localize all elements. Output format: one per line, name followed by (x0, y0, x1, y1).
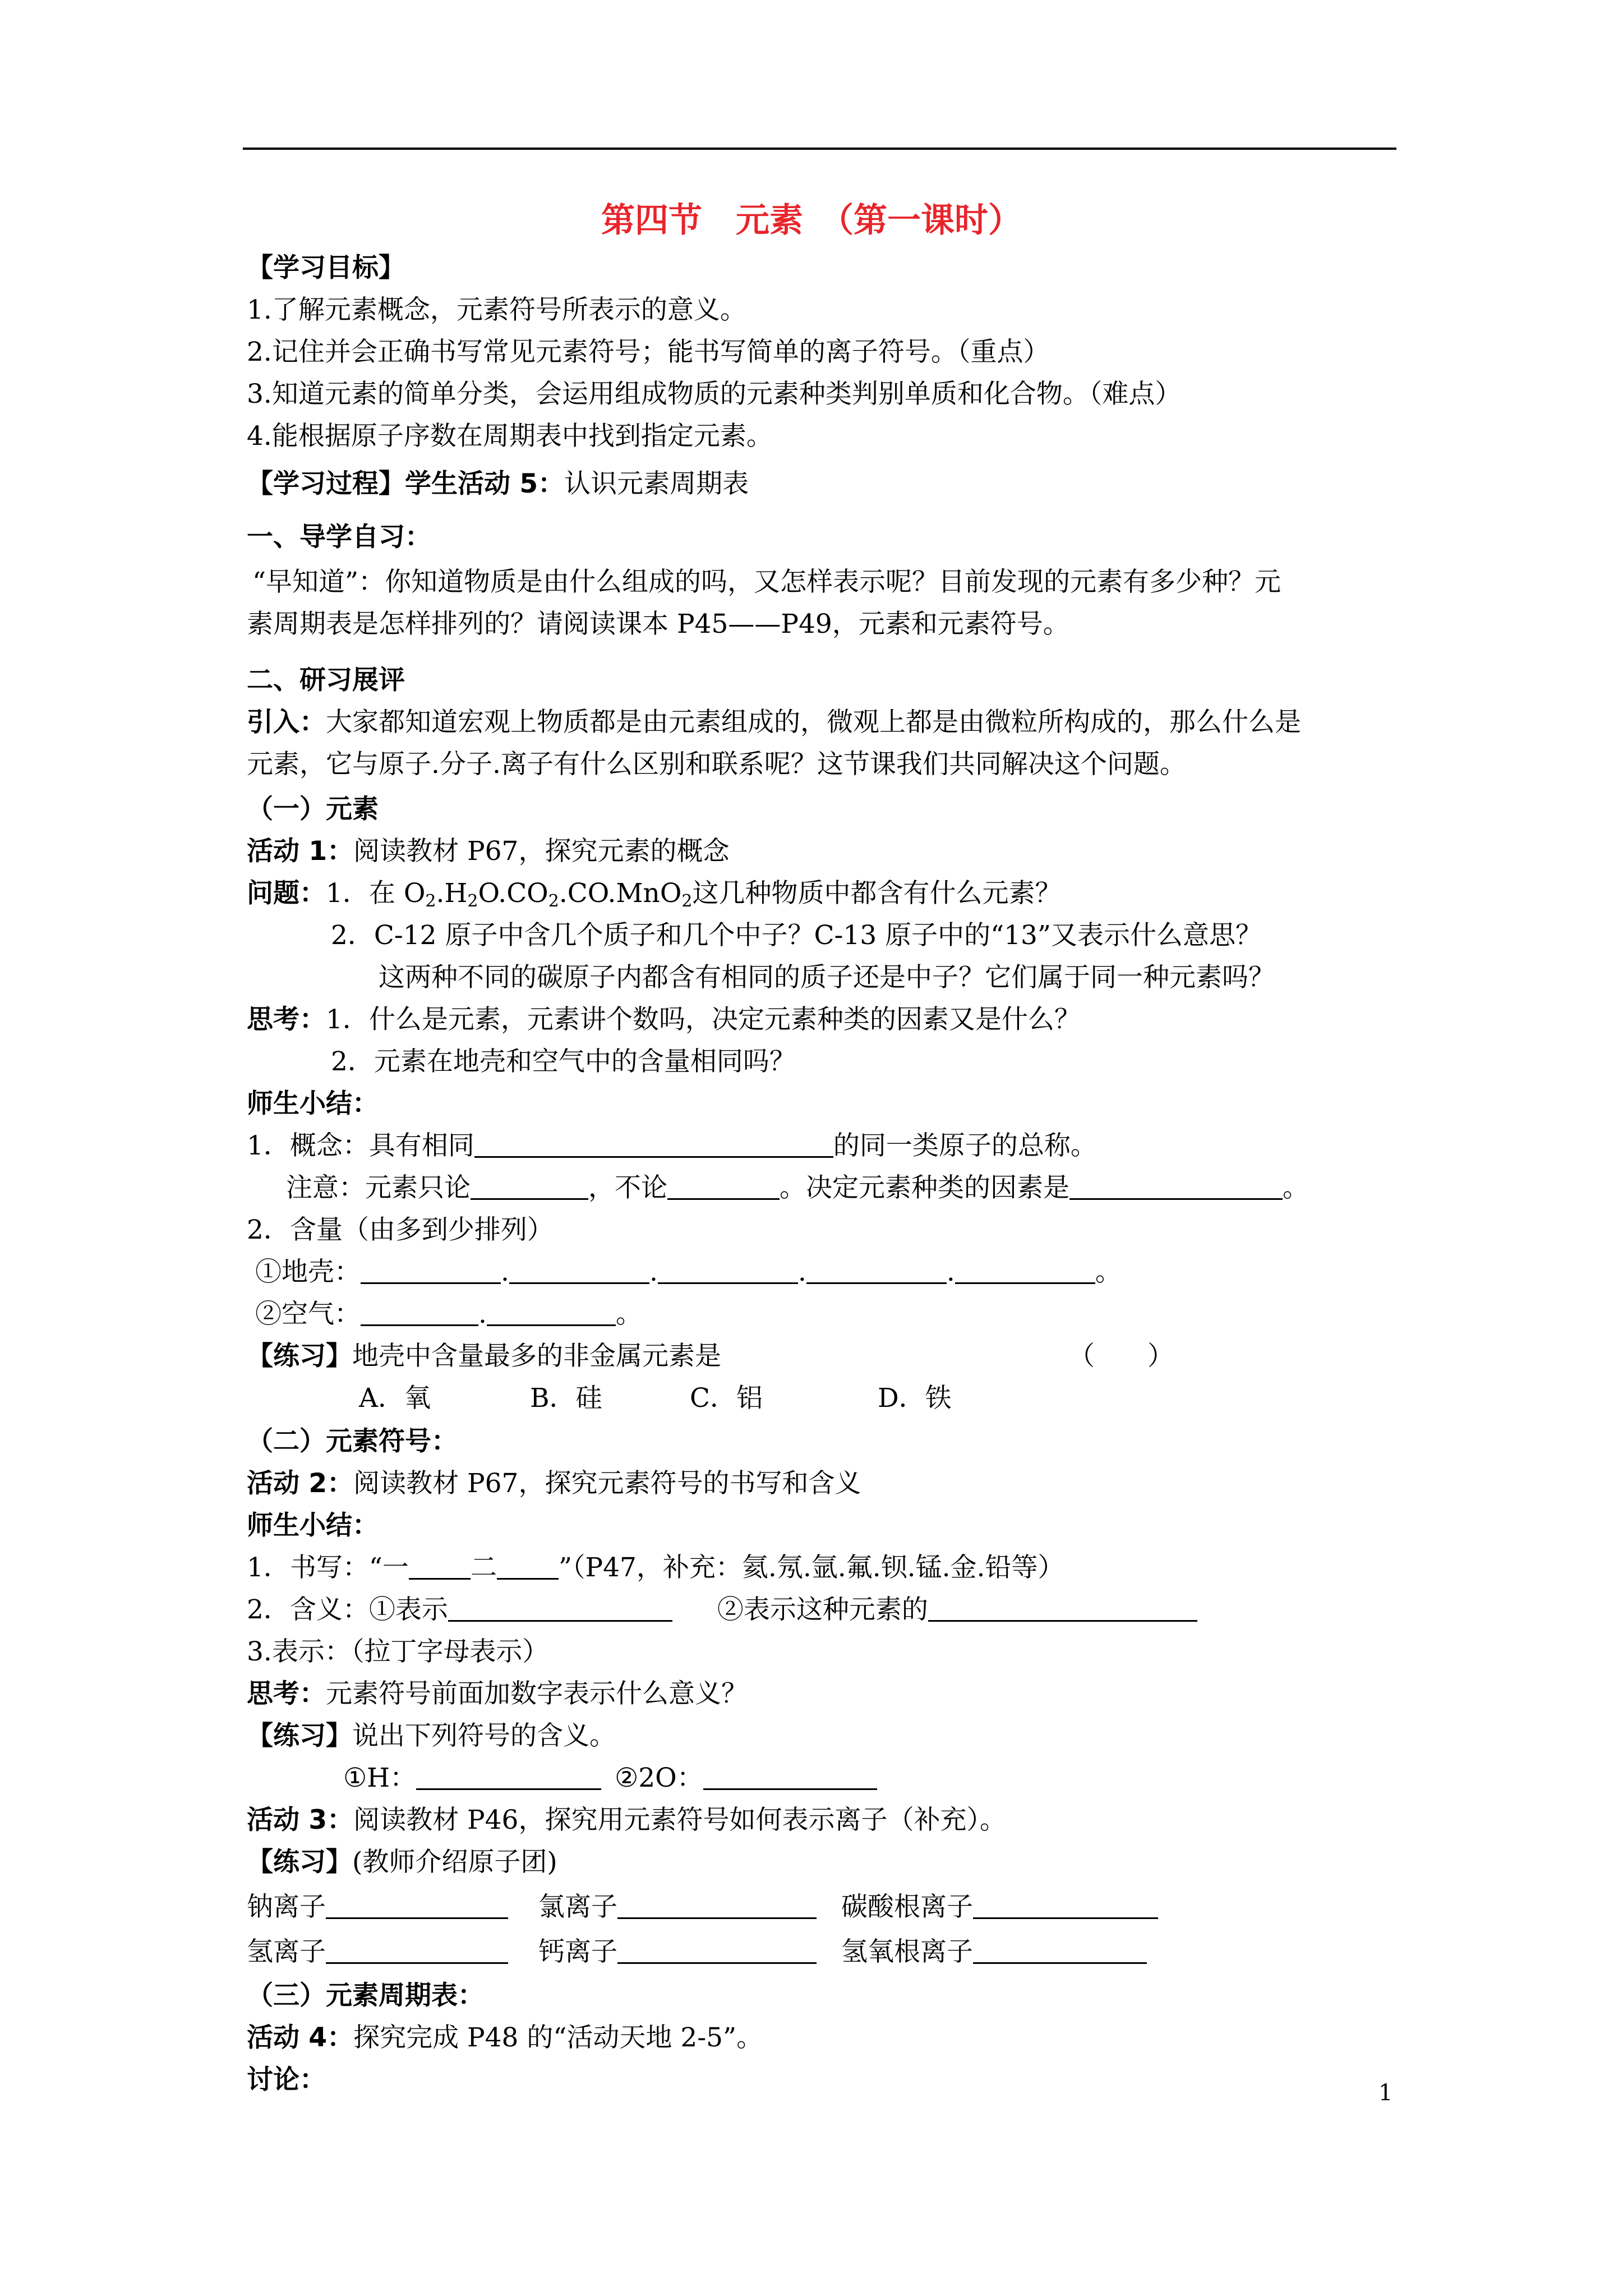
intro-line-1 (247, 706, 1301, 739)
answer-paren[interactable]: （ ） (1068, 1341, 1174, 1372)
meaning-text: 2．含义：①表示 (247, 1594, 448, 1625)
ion-label: 氢氧根离子 (841, 1936, 973, 1967)
ion-label: 钙离子 (538, 1936, 617, 1967)
ion-label: 碳酸根离子 (841, 1892, 973, 1922)
think-1 (247, 1003, 1081, 1037)
crust-label: ①地壳： (255, 1257, 361, 1287)
ion-row-2c (841, 1935, 1147, 1969)
blank[interactable] (471, 1174, 588, 1200)
crust-line (255, 1255, 1122, 1289)
show-line: 3.表示：（拉丁字母表示） (247, 1636, 549, 1667)
objective-1: 1.了解元素概念，元素符号所表示的意义。 (247, 295, 746, 325)
summary-heading: 师生小结： (247, 1088, 379, 1119)
content-line: 2．含量（由多到少排列） (247, 1214, 554, 1245)
think-3-text: 元素符号前面加数字表示什么意义？ (326, 1678, 748, 1709)
think-3 (247, 1677, 748, 1711)
header-rule (243, 148, 1396, 150)
blank[interactable] (658, 1258, 798, 1284)
symbol-label: ①H： (343, 1763, 417, 1793)
objective-4: 4.能根据原子序数在周期表中找到指定元素。 (247, 421, 773, 452)
subscript: 2 (467, 891, 478, 911)
question-1-text: .H (436, 878, 468, 909)
summary-heading-2: 师生小结： (247, 1510, 379, 1541)
think-1-text: 1．什么是元素，元素讲个数吗，决定元素种类的因素又是什么？ (326, 1004, 1081, 1035)
blank[interactable] (973, 1938, 1147, 1964)
meaning-line (247, 1593, 1197, 1627)
question-1 (247, 877, 1061, 910)
activity-4-text: 探究完成 P48 的“活动天地 2-5”。 (353, 2022, 763, 2053)
question-label: 问题： (247, 878, 326, 909)
question-1-text: .CO.MnO (559, 878, 682, 909)
exercise-label: 【练习】 (247, 1720, 352, 1751)
exercise-1 (247, 1340, 721, 1373)
intro-line-2: 元素，它与原子.分子.离子有什么区别和联系呢？这节课我们共同解决这个问题。 (247, 749, 1186, 780)
separator: 。 (615, 1299, 642, 1329)
activity-3-text: 阅读教材 P46，探究用元素符号如何表示离子（补充）。 (353, 1805, 1006, 1835)
blank[interactable] (955, 1258, 1095, 1284)
question-1-text: O.CO (478, 878, 548, 909)
option-b[interactable]: B．硅 (530, 1383, 602, 1414)
guide-heading: 一、导学自习： (247, 522, 431, 553)
ion-row-2 (247, 1935, 508, 1969)
blank[interactable] (703, 1764, 877, 1790)
symbol-label: ②2O： (615, 1763, 703, 1793)
separator: . (649, 1257, 658, 1287)
blank[interactable] (416, 1764, 601, 1790)
blank[interactable] (361, 1300, 478, 1326)
blank[interactable] (667, 1174, 780, 1200)
option-c[interactable]: C．铝 (690, 1383, 763, 1414)
exercise-3 (247, 1846, 557, 1879)
blank[interactable] (617, 1938, 817, 1964)
blank[interactable] (326, 1893, 508, 1919)
meaning-text: ②表示这种元素的 (717, 1594, 928, 1625)
write-text: 二 (470, 1552, 497, 1583)
intro-label: 引入： (247, 707, 326, 738)
ion-label: 氢离子 (247, 1936, 326, 1967)
activity-2-label: 活动 2： (247, 1468, 354, 1499)
guide-text-1: “早知道”：你知道物质是由什么组成的吗，又怎样表示呢？目前发现的元素有多少种？元 (252, 567, 1281, 597)
exercise-2-text: 说出下列符号的含义。 (352, 1720, 616, 1751)
note-text: 注意：元素只论 (286, 1172, 471, 1203)
ion-label: 氯离子 (538, 1892, 617, 1922)
blank[interactable] (409, 1553, 471, 1580)
blank[interactable] (928, 1595, 1197, 1622)
ion-label: 钠离子 (247, 1892, 326, 1922)
separator: . (797, 1257, 806, 1287)
process-line (247, 467, 749, 501)
write-line (247, 1551, 1064, 1585)
blank[interactable] (361, 1258, 501, 1284)
blank[interactable] (497, 1553, 559, 1580)
sec3-heading: （三）元素周期表： (247, 1980, 484, 2011)
option-d[interactable]: D．铁 (878, 1383, 952, 1414)
activity-1-label: 活动 1： (247, 836, 354, 867)
objective-3: 3.知道元素的简单分类，会运用组成物质的元素种类判别单质和化合物。（难点） (247, 379, 1182, 409)
exercise-3-text: (教师介绍原子团) (352, 1847, 557, 1878)
exercise-label: 【练习】 (247, 1847, 352, 1878)
think-label: 思考： (247, 1004, 326, 1035)
note-text: ，不论 (588, 1172, 667, 1203)
think-2: 2．元素在地壳和空气中的含量相同吗？ (331, 1046, 796, 1077)
concept-line (247, 1129, 1097, 1163)
activity-4 (247, 2021, 763, 2055)
subscript: 2 (681, 891, 693, 911)
exercise-1-text: 地壳中含量最多的非金属元素是 (352, 1341, 721, 1372)
blank[interactable] (326, 1938, 508, 1964)
option-a[interactable]: A．氧 (359, 1383, 431, 1414)
blank[interactable] (474, 1131, 833, 1158)
page-number: 1 (1378, 2080, 1393, 2106)
activity-4-label: 活动 4： (247, 2022, 354, 2053)
write-text: ”（P47，补充：氦.氖.氩.氟.钡.锰.金.铅等） (558, 1552, 1064, 1583)
ion-row-1b (538, 1890, 817, 1924)
activity-3-label: 活动 3： (247, 1805, 354, 1835)
activity-2-text: 阅读教材 P67，探究元素符号的书写和含义 (353, 1468, 861, 1499)
ion-row-1c (841, 1890, 1158, 1924)
objective-2: 2.记住并会正确书写常见元素符号；能书写简单的离子符号。（重点） (247, 337, 1050, 367)
question-3: 这两种不同的碳原子内都含有相同的质子还是中子？它们属于同一种元素吗？ (379, 962, 1275, 993)
air-label: ②空气： (255, 1299, 361, 1329)
question-2: 2．C-12 原子中含几个质子和几个中子？C-13 原子中的“13”又表示什么意思？ (331, 920, 1262, 951)
subscript: 2 (425, 891, 436, 911)
note-text: 。 (1283, 1172, 1309, 1203)
blank[interactable] (509, 1258, 649, 1284)
question-1-text: 这几种物质中都含有什么元素？ (692, 878, 1062, 909)
concept-text: 的同一类原子的总称。 (833, 1130, 1097, 1161)
think-label: 思考： (247, 1678, 326, 1709)
process-heading: 【学习过程】学生活动 5： (247, 468, 565, 499)
blank[interactable] (448, 1595, 672, 1622)
activity-3 (247, 1803, 1006, 1837)
guide-text-2: 素周期表是怎样排列的？请阅读课本 P45——P49，元素和元素符号。 (247, 609, 1069, 639)
blank[interactable] (806, 1258, 947, 1284)
intro-text-1: 大家都知道宏观上物质都是由元素组成的，微观上都是由微粒所构成的，那么什么是 (326, 707, 1301, 738)
ion-row-2b (538, 1935, 817, 1969)
separator: 。 (1095, 1257, 1122, 1287)
activity-1 (247, 835, 729, 868)
exercise-2 (247, 1719, 616, 1753)
sec2-heading: （二）元素符号： (247, 1426, 458, 1457)
activity-2 (247, 1467, 861, 1501)
objectives-heading: 【学习目标】 (247, 252, 405, 283)
subscript: 2 (548, 891, 559, 911)
exercise-label: 【练习】 (247, 1341, 352, 1372)
separator: . (478, 1299, 487, 1329)
activity-1-text: 阅读教材 P67，探究元素的概念 (353, 836, 730, 867)
blank[interactable] (973, 1893, 1158, 1919)
process-text: 认识元素周期表 (564, 468, 749, 499)
blank[interactable] (1069, 1174, 1283, 1200)
discuss-heading: 讨论： (247, 2064, 326, 2095)
page-title: 第四节 元素 （第一课时） (601, 201, 1022, 240)
blank[interactable] (617, 1893, 817, 1919)
study-heading: 二、研习展评 (247, 665, 405, 696)
write-text: 1．书写：“一 (247, 1552, 409, 1583)
concept-text: 1．概念：具有相同 (247, 1130, 474, 1161)
blank[interactable] (487, 1300, 616, 1326)
question-1-text: 1．在 O (326, 878, 426, 909)
air-line (255, 1297, 642, 1331)
note-text: 。决定元素种类的因素是 (780, 1172, 1069, 1203)
ion-row-1 (247, 1890, 508, 1924)
separator: . (501, 1257, 509, 1287)
note-line (286, 1171, 1309, 1205)
symbol-line (343, 1761, 877, 1795)
sec1-heading: （一）元素 (247, 794, 379, 825)
separator: . (946, 1257, 955, 1287)
